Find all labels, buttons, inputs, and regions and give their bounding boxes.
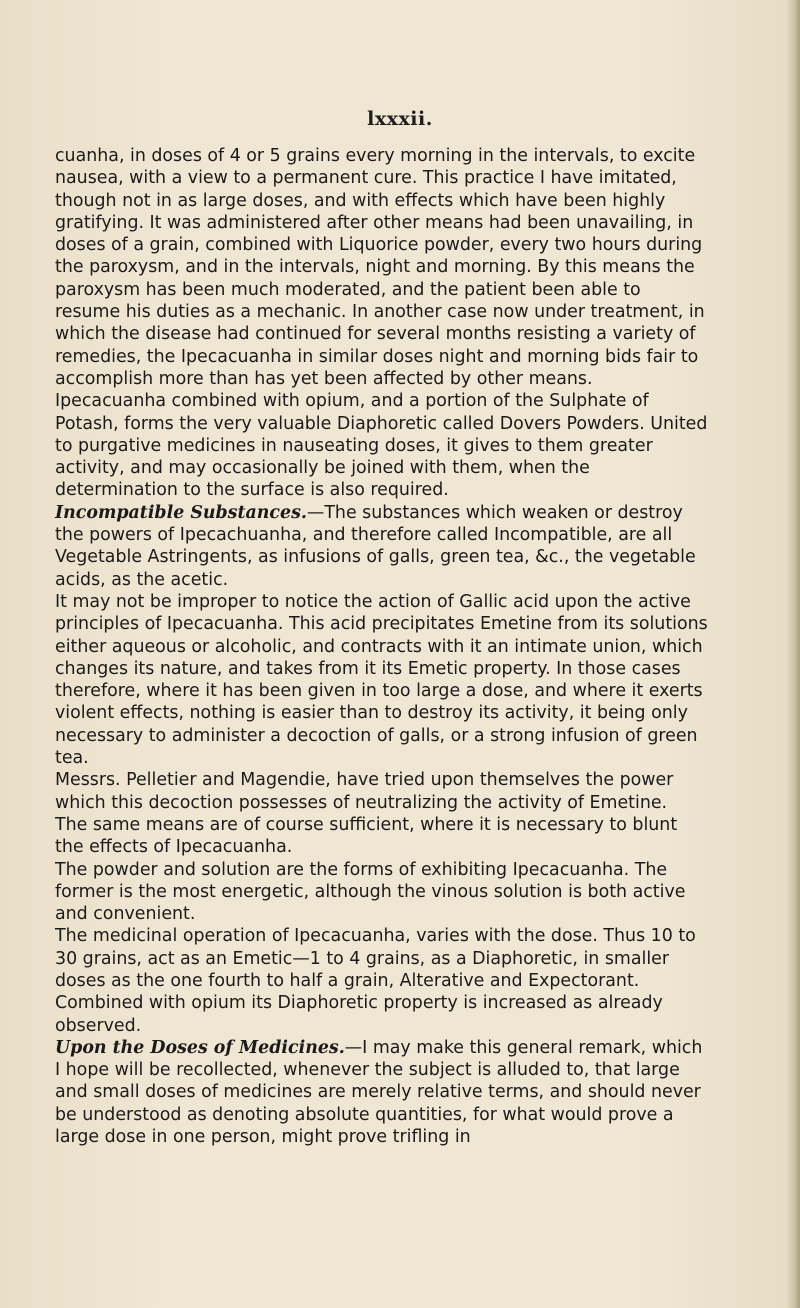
paragraph bbox=[55, 502, 710, 591]
paragraph bbox=[55, 925, 710, 992]
body-text bbox=[55, 145, 710, 1148]
paragraph-text: —The substances which weaken or destroy the powers of Ipecachuanha, and therefore called Incompatible, are all Vegetable Astringents, as infusions of galls, green tea, &c., the vegetable acids, as the acetic. bbox=[55, 502, 696, 590]
paragraph-text: The same means are of course sufficient, where it is necessary to blunt the effects of Ipecacuanha. bbox=[55, 814, 678, 858]
paragraph bbox=[55, 390, 710, 501]
paragraph-text: Combined with opium its Diaphoretic property is increased as already observed. bbox=[55, 993, 663, 1036]
paragraph-text: It may not be improper to notice the action of Gallic acid upon the active principles of Ipecacuanha. This acid precipitates Emetine from its solutions either aqueous or alcoholic, and contracts with it an intimate union, which changes its nature, and takes from it its Emetic property. In those cases therefore, where it has been given in too large a dose, and where it exerts violent effects, nothing is easier than to destroy its activity, it being only necessary to administer a decoction of galls, or a strong infusion of green tea. bbox=[55, 591, 708, 769]
paragraph-text: cuanha, in doses of 4 or 5 grains every morning in the intervals, to excite nausea, with a view to a permanent cure. This practice I have imitated, though not in as large doses, and with effects which have been highly gratifying. It was administered after other means had been unavailing, in doses of a grain, combined with Liquorice powder, every two hours during the paroxysm, and in the intervals, night and morning. By this means the paroxysm has been much moderated, and the patient been able to resume his duties as a mechanic. In another case now under treatment, in which the disease had continued for several months resisting a variety of remedies, the Ipecacuanha in similar doses night and morning bids fair to accomplish more than has yet been affected by other means. bbox=[55, 146, 705, 389]
paragraph-heading: Incompatible Substances. bbox=[55, 502, 307, 523]
paragraph-heading: Upon the Doses of Medicines. bbox=[55, 1037, 345, 1058]
paragraph-text: Messrs. Pelletier and Magendie, have tried upon themselves the power which this decoction possesses of neutralizing the activity of Emetine. bbox=[55, 770, 674, 813]
paragraph bbox=[55, 769, 710, 814]
paragraph bbox=[55, 814, 710, 859]
paragraph bbox=[55, 591, 710, 769]
page-edge-shadow bbox=[786, 0, 800, 1308]
paragraph bbox=[55, 992, 710, 1037]
paragraph-text: The powder and solution are the forms of exhibiting Ipecacuanha. The former is the most energetic, although the vinous solution is both active and convenient. bbox=[55, 859, 686, 925]
paragraph-text: Ipecacuanha combined with opium, and a portion of the Sulphate of Potash, forms the very valuable Diaphoretic called Dovers Powders. United to purgative medicines in nauseating doses, it gives to them greater activity, and may occasionally be joined with them, when the determination to the surface is also required. bbox=[55, 391, 708, 501]
paragraph bbox=[55, 145, 710, 390]
page-number: lxxxii. bbox=[367, 108, 433, 130]
paragraph-text: —I may make this general remark, which I hope will be recollected, whenever the subject is alluded to, that large and small doses of medicines are merely relative terms, and should never be understood as denoting absolute quantities, for what would prove a large dose in one person, might prove trifling in bbox=[55, 1037, 703, 1148]
paragraph bbox=[55, 859, 710, 926]
paragraph bbox=[55, 1037, 710, 1148]
paragraph-text: The medicinal operation of Ipecacuanha, varies with the dose. Thus 10 to 30 grains, act as an Emetic—1 to 4 grains, as a Diaphoretic, in smaller doses as the one fourth to half a grain, Alterative and Expectorant. bbox=[55, 926, 696, 991]
